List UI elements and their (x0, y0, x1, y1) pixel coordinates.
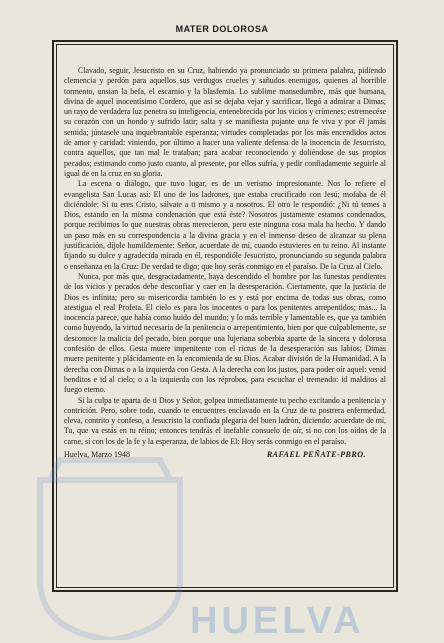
place-date: Huelva, Marzo 1948 (64, 449, 130, 459)
signature-line (64, 450, 386, 460)
article-body (64, 66, 386, 460)
watermark-text: HUELVA (190, 600, 365, 642)
paragraph-4: Si la culpa te aparta de ti Dios y Señor, golpea inmediatamente tu pecho excitando a penitencia y contrición. Pero, sobre todo, cuando te encuentres enclavado en la Cruz de tu postrera enfermedad, eleva, contrito y confeso, a Jesucristo la confiada plegaria del buen ladrón, diciendo: acuerdate de mí, Tu, que va estás en tu réino; entonces tendrás el inefable consuelo de oír, si no con los oídos de la carne, sí con los de la fe y la esperanza, de labios de El: Hoy serás conmigo en el paraíso. (64, 395, 386, 446)
paragraph-3: Nunca, por más que, desgraciadamente, haya descendido el hombre por las funestas pendientes de los vicios y pecados debe desconfiar y caer en la desesperación. Ciertamente, que la justicia de Dios es infinita; pero su misericordia también lo es y está por encima de todas sus obras, como atestigua el real Profeta. El cielo es para los inocentes o para los penitentes arrepentidos; mas... la inocencia parece, que había como huido del mundo; y lo más terrible y lamentable es, que ya también como huyendo, la virtud necesaria de la penitencia o arrepentimiento, bien por que culpablemente, se desconoce la malicia del pecado, bien porque una lujeriana soberbia aparte de la sincera y dolorosa confesión de ellos. Gesta muere impenitente con el rictus de la desesperación sus labios; Dimas muere penitente y plácidamente en la encomienda de su Dios. Acabar división de la Humanidad. A la derecha con Dimas o a la izquierda con Gesta. A la derecha con los justos, para poder oír aquel: venid benditos e id al cielo; o a la izquierda con los réprobos, para escuchar el tremendo: id malditos al fuego eterno. (64, 271, 386, 395)
paragraph-2: La escena o diálogo, que tuvo lugar, es de un verismo impresionante. Nos lo refiere el evangelista San Lucas así: El uno de los ladrones, que estaba crucificado con Jesú; mofaba de él diciéndole: Si tu eres Cristo, sálvate a ti mismo y a nosotros. El otro le respondió: ¿Ni tú temes a Dios, estando en la misma condenación que está éste? Nosotros justamente estamos condenados, porque recibimos lo que nuestras obras merecieron, pero este ninguna cosa mala ha hecho. Y dando un paso más en su correspondencia a la divina gracia y en el inmenso deseo de alcanzar su plena justificación, díjole humildemente: Señor, acuerdate de mí, cuando estuvieres en tu reino. Al instante fijando su dulce y agradecida mirada en él, respondióle Jesucristo, pronunciando su segunda palabra o enseñanza en la Cruz: De verdad te digo; que hoy serás conmigo en el paraíso. De la Cruz al Cielo. (64, 179, 386, 271)
author-name: RAFAEL PEÑATE-PBRO. (266, 449, 366, 459)
paragraph-1: Clavado, seguir, Jesucristo en su Cruz, habiendo ya pronunciado su primera palabra, pidiendo clemencia y perdón para aquellos sus verdugos crueles y sañudos enemigos, quienes al horrible tormento, unsian la befa, el escarnio y la blasfemia. Lo sublime mansedumbre, más que humana, divina de aquel inocentísimo Cordero, que así se dejaba vejar y sacrificar, llegó a admirar a Dimas; un rayo de verdadera luz penetra su inteligencia, entenebrecida por los vicios y crímenes; estremecése su corazón con un hondo y sufrido latir; salta y se manifiesta pujante una fe viva y por él jamás sentida; júntasele una inquebrantable esperanza; virtudes completadas por los más encendidos actos de amor y caridad: viniendo, por último a hacer una valiente defensa de la inocencia de Jesucristo, contra aquellos, que tan mal le trataban; para acabar reconociendo y doliéndose de sus propios pecados; estimando como justo cuanto, al presente, por ellos sufría, y pedir confiadamente seguirle al igual de en la cruz en su gloria. (64, 66, 386, 178)
page-header-title: MATER DOLOROSA (175, 24, 269, 34)
